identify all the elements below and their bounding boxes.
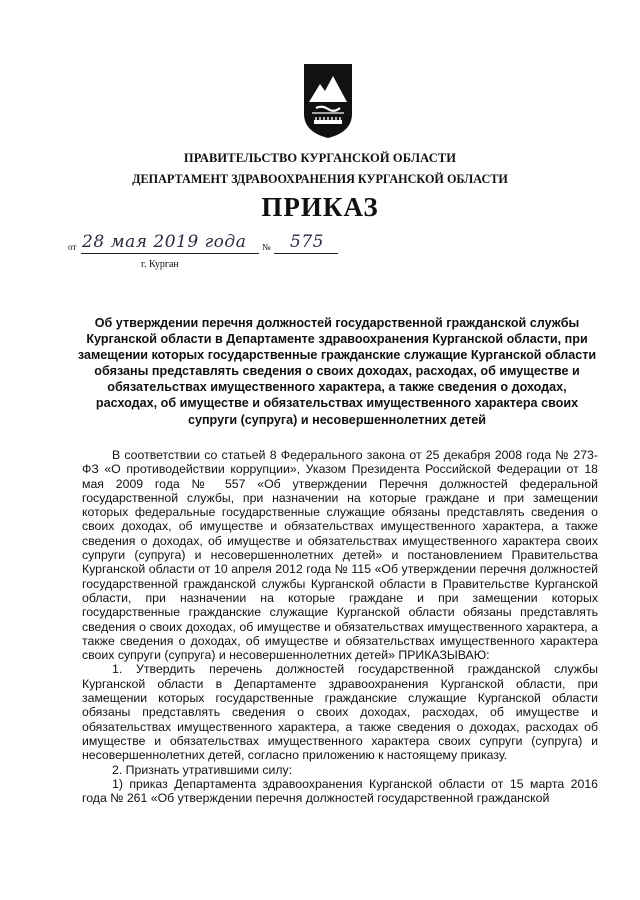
kurgan-coat-of-arms-icon (300, 62, 356, 140)
handwritten-number: 575 (290, 232, 324, 252)
document-body (82, 448, 598, 805)
handwritten-date: 28 мая 2019 года (82, 232, 247, 252)
city-label: г. Курган (141, 259, 179, 270)
date-from-label: от (68, 242, 77, 252)
body-paragraph: 1. Утвердить перечень должностей государственной гражданской службы Курганской области в Департаменте здравоохранения Курганской области, при замещении которых государственные гражданские служащие Курганской области обязаны представлять сведения о своих доходах, расходах, об имуществе и обязательствах имущественного характера, а также сведения о доходах, расходах об имуществе и обязательствах имущественного характера своих супруги (супруга) и несовершеннолетних детей, согласно приложению к настоящему приказу. (82, 662, 598, 763)
number-label: № (262, 242, 271, 252)
organization-department: ДЕПАРТАМЕНТ ЗДРАВООХРАНЕНИЯ КУРГАНСКОЙ ОБЛАСТИ (132, 172, 508, 186)
body-paragraph: 1) приказ Департамента здравоохранения Курганской области от 15 марта 2016 года № 261 «Об утверждении перечня должностей государственной гражданской (82, 776, 598, 806)
body-paragraph: 2. Признать утратившими силу: (112, 762, 293, 777)
document-title: Об утверждении перечня должностей государственной гражданской службы Курганской области в Департаменте здравоохранения Курганской области, при замещении которых государственные гражданские служащие Курганской области обязаны представлять сведения о своих доходах, расходах, об имуществе и обязательствах имущественного характера, а также сведения о доходах, расходах, об имуществе и обязательствах имущественного характера своих супруги (супруга) и несовершеннолетних детей (77, 316, 597, 427)
document-type-heading: ПРИКАЗ (261, 192, 379, 222)
date-number-line (68, 232, 368, 262)
body-paragraph: В соответствии со статьей 8 Федерального закона от 25 декабря 2008 года № 273-ФЗ «О противодействии коррупции», Указом Президента Российской Федерации от 18 мая 2009 года № 557 «Об утверждении Перечня должностей федеральной государственной службы, при назначении на которые граждане и при замещении которых федеральные государственные служащие обязаны представлять сведения о своих доходах, об имуществе и обязательствах имущественного характера, а также сведения о доходах, об имуществе и обязательствах имущественного характера своих супруги (супруга) и несовершеннолетних детей» и постановлением Правительства Курганской области от 10 апреля 2012 года № 115 «Об утверждении перечня должностей государственной гражданской службы Курганской области в Правительстве Курганской области, при назначении на которые граждане и при замещении которых государственные гражданские служащие Курганской области обязаны представлять сведения о своих доходах, об имуществе и обязательствах имущественного характера, а также сведения о доходах, об имуществе и обязательствах имущественного характера своих супруги (супруга) и несовершеннолетних детей» ПРИКАЗЫВАЮ: (82, 448, 598, 663)
date-underline (81, 253, 259, 254)
number-underline (274, 253, 338, 254)
organization-government: ПРАВИТЕЛЬСТВО КУРГАНСКОЙ ОБЛАСТИ (183, 151, 457, 165)
